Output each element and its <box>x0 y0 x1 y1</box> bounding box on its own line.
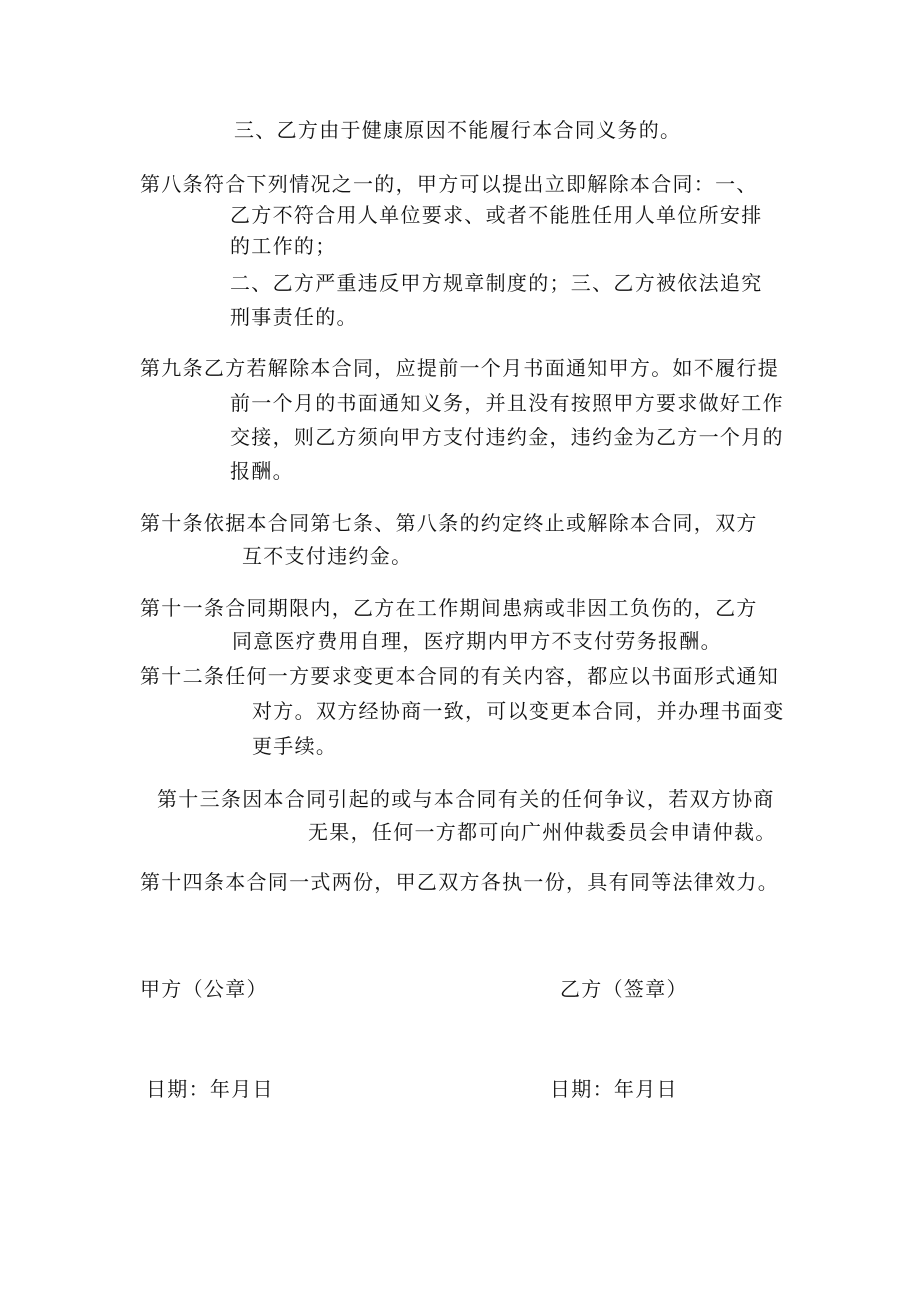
clause-12-line-1: 第十二条任何一方要求变更本合同的有关内容，都应以书面形式通知 <box>140 664 779 688</box>
clause-14-line-1: 第十四条本合同一式两份，甲乙双方各执一份，具有同等法律效力。 <box>140 870 779 894</box>
clause-12-line-3: 更手续。 <box>252 734 338 758</box>
clause-11-line-2: 同意医疗费用自理，医疗期内甲方不支付劳务报酬。 <box>232 629 722 653</box>
party-a-seal-label: 甲方（公章） <box>140 977 268 1001</box>
clause-13-line-2: 无果，任何一方都可向广州仲裁委员会申请仲裁。 <box>308 820 777 844</box>
clause-12-line-2: 对方。双方经协商一致，可以变更本合同，并办理书面变 <box>252 699 785 723</box>
party-b-date: 日期：年月日 <box>550 1077 678 1101</box>
clause-11-line-1: 第十一条合同期限内，乙方在工作期间患病或非因工负伤的，乙方 <box>140 596 758 620</box>
clause-7-item-3: 三、乙方由于健康原因不能履行本合同义务的。 <box>234 118 682 142</box>
clause-9-line-4: 报酬。 <box>230 459 294 483</box>
clause-8-line-5: 刑事责任的。 <box>230 305 358 329</box>
clause-8-line-2: 乙方不符合用人单位要求、或者不能胜任用人单位所安排 <box>230 203 763 227</box>
clause-8-line-4: 二、乙方严重违反甲方规章制度的；三、乙方被依法追究 <box>230 271 763 295</box>
party-a-date: 日期：年月日 <box>146 1077 274 1101</box>
clause-9-line-1: 第九条乙方若解除本合同，应提前一个月书面通知甲方。如不履行提 <box>140 356 779 380</box>
clause-10-line-2: 互不支付违约金。 <box>242 544 413 568</box>
party-b-seal-label: 乙方（签章） <box>560 977 688 1001</box>
clause-9-line-2: 前一个月的书面通知义务，并且没有按照甲方要求做好工作 <box>230 391 784 415</box>
clause-8-line-1: 第八条符合下列情况之一的，甲方可以提出立即解除本合同：一、 <box>140 172 758 196</box>
clause-13-line-1: 第十三条因本合同引起的或与本合同有关的任何争议，若双方协商 <box>157 787 775 811</box>
clause-10-line-1: 第十条依据本合同第七条、第八条的约定终止或解除本合同，双方 <box>140 511 758 535</box>
clause-8-line-3: 的工作的； <box>230 234 337 258</box>
clause-9-line-3: 交接，则乙方须向甲方支付违约金，违约金为乙方一个月的 <box>230 425 784 449</box>
